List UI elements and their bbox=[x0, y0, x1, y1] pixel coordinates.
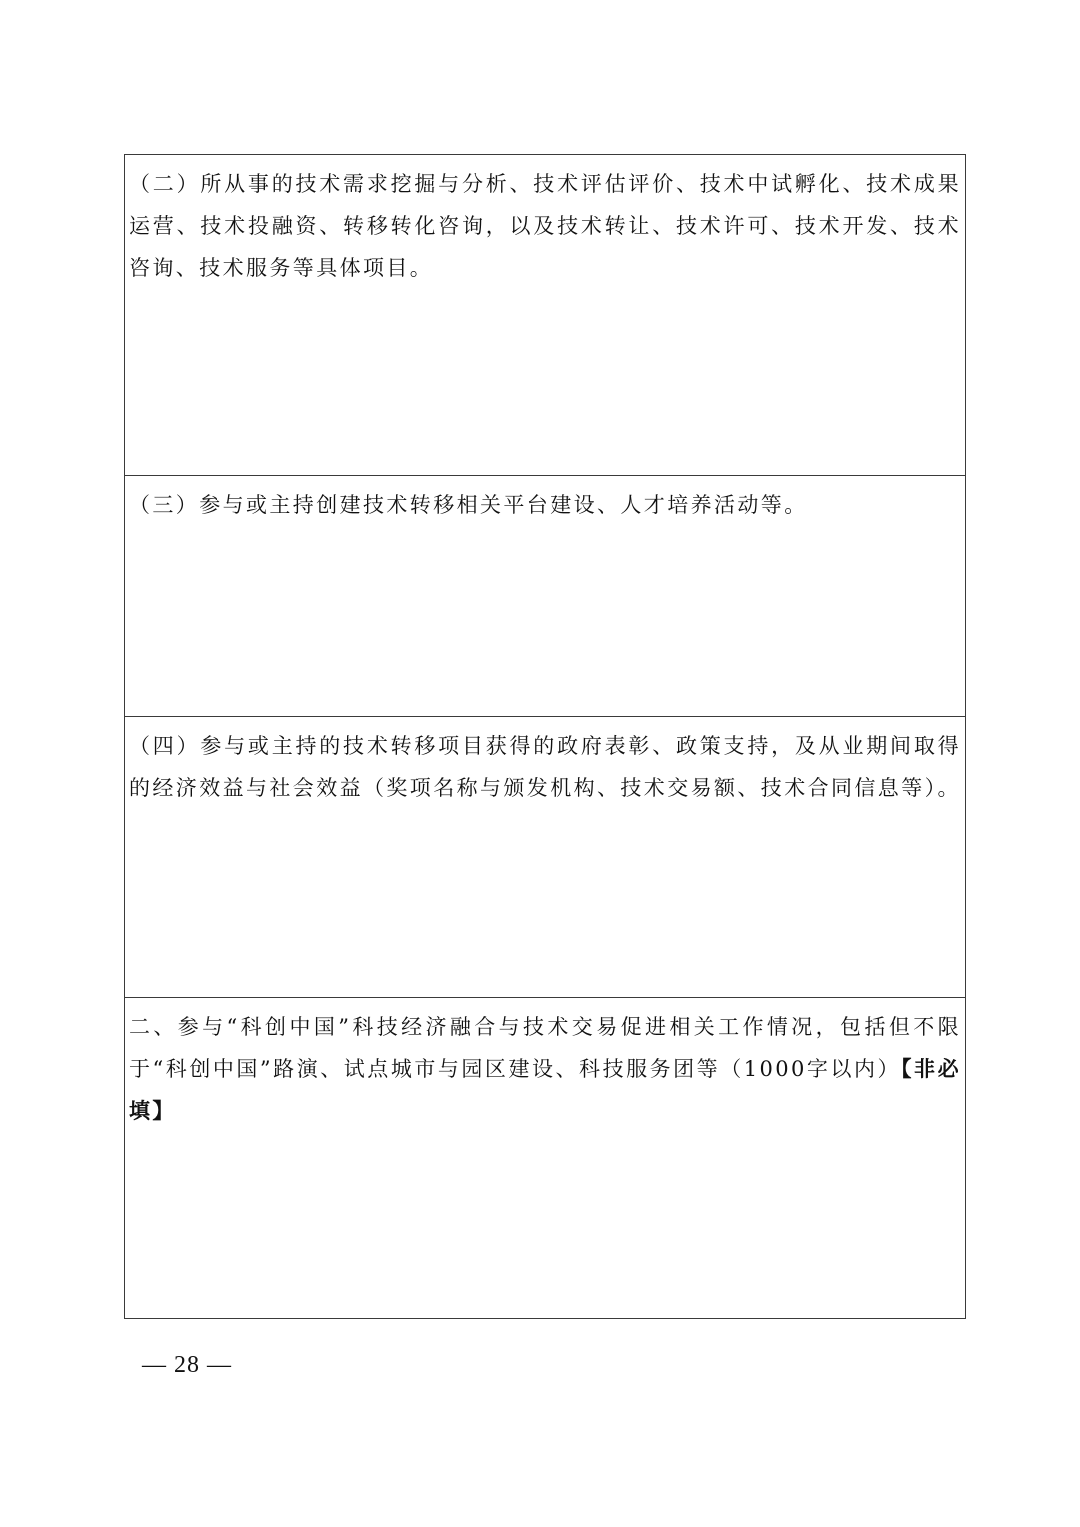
section-heading-awards: （四）参与或主持的技术转移项目获得的政府表彰、政策支持，及从业期间取得的经济效益与社会效益（奖项名称与颁发机构、技术交易额、技术合同信息等）。 bbox=[129, 734, 961, 800]
form-cell-awards[interactable] bbox=[125, 717, 966, 998]
application-form-table bbox=[124, 154, 966, 1319]
section-heading-projects: （二）所从事的技术需求挖掘与分析、技术评估评价、技术中试孵化、技术成果运营、技术投融资、转移转化咨询，以及技术转让、技术许可、技术开发、技术咨询、技术服务等具体项目。 bbox=[129, 172, 961, 280]
form-cell-platforms[interactable] bbox=[125, 476, 966, 717]
section-heading-platforms: （三）参与或主持创建技术转移相关平台建设、人才培养活动等。 bbox=[129, 493, 808, 517]
form-cell-projects[interactable] bbox=[125, 155, 966, 476]
section-heading-kechuang: 二、参与“科创中国”科技经济融合与技术交易促进相关工作情况，包括但不限于“科创中国”路演、试点城市与园区建设、科技服务团等（1000字以内） bbox=[129, 1015, 961, 1081]
form-row-kechuang bbox=[125, 998, 966, 1319]
page-number: — 28 — bbox=[142, 1352, 232, 1378]
form-row-projects bbox=[125, 155, 966, 476]
form-cell-kechuang[interactable] bbox=[125, 998, 966, 1319]
form-row-platforms bbox=[125, 476, 966, 717]
optional-note: 【非必填】 bbox=[129, 1056, 961, 1123]
form-row-awards bbox=[125, 717, 966, 998]
